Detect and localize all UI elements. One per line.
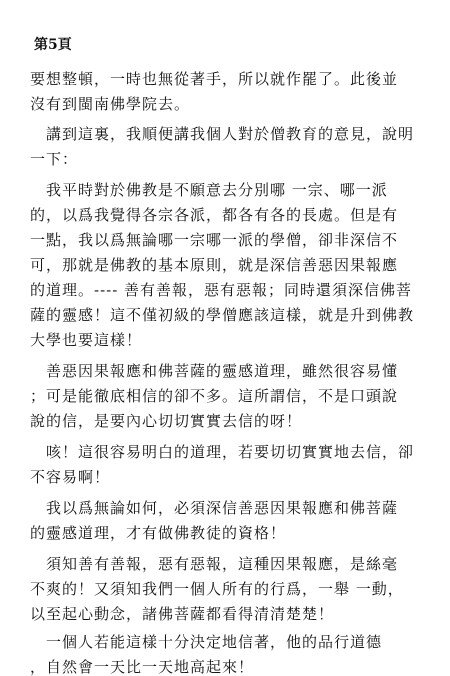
text-line: 不爽的！又須知我們一個人所有的行爲，一舉 一動， — [30, 580, 404, 598]
text-line: 的靈感道理，才有做佛教徒的資格！ — [30, 524, 287, 542]
text-line: 的，以爲我覺得各宗各派，都各有各的長處。但是有 — [30, 206, 399, 224]
text-line: 要想整頓，一時也無從著手，所以就作罷了。此後並 — [30, 70, 399, 88]
text-line: 薩的靈感！這不僅初級的學僧應該這樣，就是升到佛教 — [30, 306, 415, 324]
text-line: 一個人若能這樣十分決定地信著，他的品行道德 — [30, 633, 383, 651]
text-line: 說的信，是要內心切切實實去信的呀！ — [30, 412, 303, 430]
text-line: 一點，我以爲無論哪一宗哪一派的學僧，卻非深信不 — [30, 231, 399, 249]
text-line: 善惡因果報應和佛菩薩的靈感道理，雖然很容易懂 — [30, 362, 399, 380]
text-line: 須知善有善報，惡有惡報，這種因果報應，是絲毫 — [30, 555, 399, 573]
text-line: 我以爲無論如何，必須深信善惡因果報應和佛菩薩 — [30, 499, 399, 517]
text-line: ；可是能徹底相信的卻不多。這所謂信，不是口頭說 — [30, 387, 399, 405]
text-line: 我平時對於佛教是不願意去分別哪 一宗、哪一派 — [30, 181, 388, 199]
text-line: 沒有到閩南佛學院去。 — [30, 95, 191, 113]
text-line: 講到這裏，我順便講我個人對於僧教育的意見，說明 — [30, 125, 415, 143]
text-line: 的道理。---- 善有善報，惡有惡報；同時還須深信佛菩 — [30, 281, 413, 299]
text-line: ，自然會一天比一天地高起來！ — [30, 658, 255, 676]
text-line: 大學也要這樣！ — [30, 331, 143, 349]
text-line: 以至起心動念，諸佛菩薩都看得清清楚楚！ — [30, 605, 335, 623]
text-line: 咳！這很容易明白的道理，若要切切實實地去信，卻 — [30, 443, 415, 461]
text-line: 不容易啊！ — [30, 468, 111, 486]
page-number: 第5頁 — [34, 37, 72, 53]
text-line: 可，那就是佛教的基本原則，就是深信善惡因果報應 — [30, 256, 399, 274]
text-line: 一下： — [30, 150, 79, 168]
